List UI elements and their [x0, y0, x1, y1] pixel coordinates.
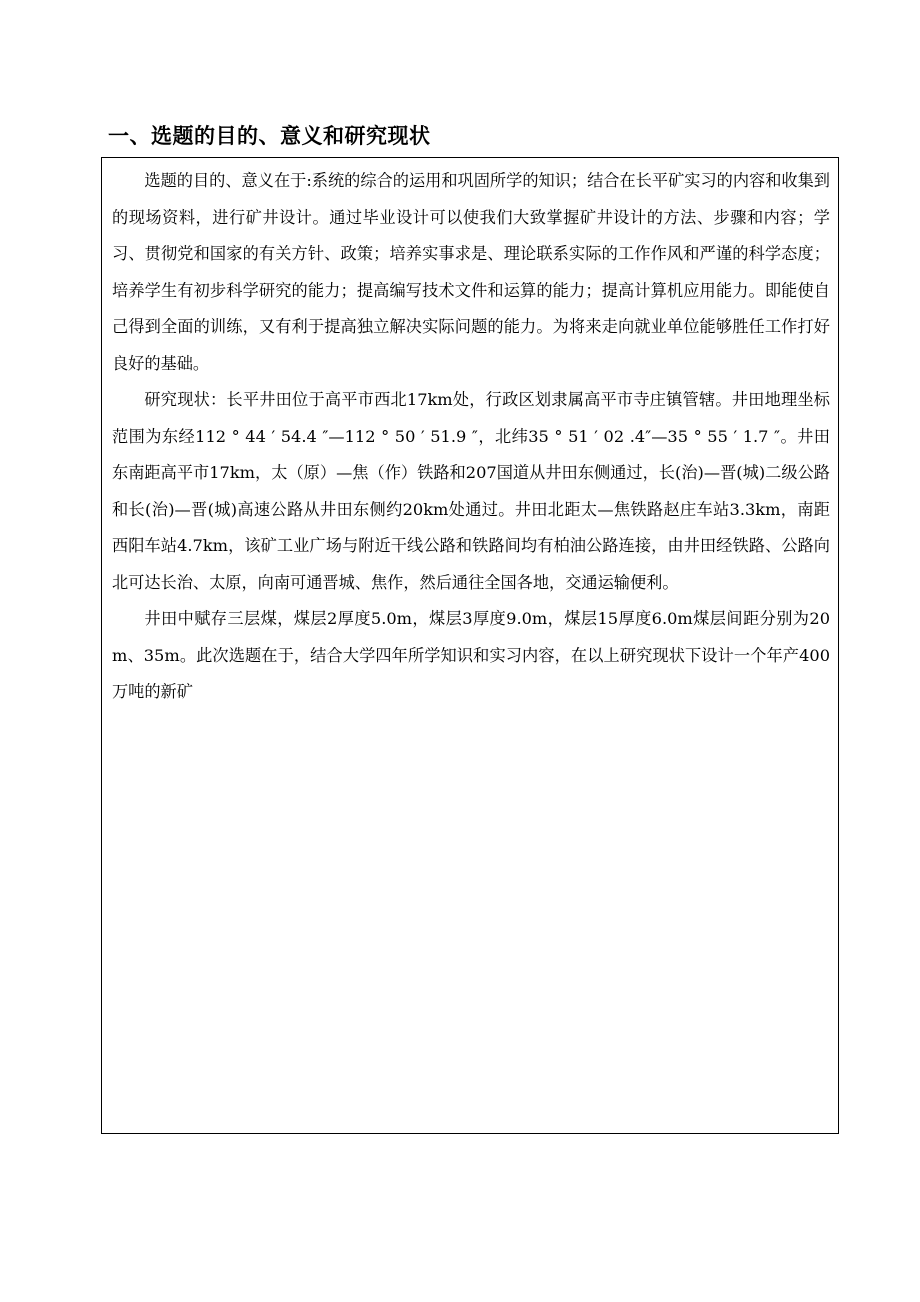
paragraph-purpose: 选题的目的、意义在于:系统的综合的运用和巩固所学的知识；结合在长平矿实习的内容和收集到的现场资料，进行矿井设计。通过毕业设计可以使我们大致掌握矿井设计的方法、步骤和内容；学习、贯彻党和国家的有关方针、政策；培养实事求是、理论联系实际的工作作风和严谨的科学态度；培养学生有初步科学研究的能力；提高编写技术文件和运算的能力；提高计算机应用能力。即能使自己得到全面的训练，又有利于提高独立解决实际问题的能力。为将来走向就业单位能够胜任工作打好良好的基础。: [112, 171, 830, 373]
content-box: [101, 157, 839, 1134]
paragraph-coal-seams: 井田中赋存三层煤，煤层2厚度5.0m，煤层3厚度9.0m，煤层15厚度6.0m煤层间距分别为20m、35m。此次选题在于，结合大学四年所学知识和实习内容，在以上研究现状下设计一个年产400万吨的新矿: [112, 609, 830, 701]
paragraph-research-status: 研究现状：长平井田位于高平市西北17km处，行政区划隶属高平市寺庄镇管辖。井田地理坐标范围为东经112 ° 44 ′ 54.4 ″—112 ° 50 ′ 51.9 ″，北纬35 ° 51 ′ 02 .4″—35 ° 55 ′ 1.7 ″。井田东南距高平市17km，太（原）—焦（作）铁路和207国道从井田东侧通过，长(治)—晋(城)二级公路和长(治)—晋(城)高速公路从井田东侧约20km处通过。井田北距太—焦铁路赵庄车站3.3km，南距西阳车站4.7km，该矿工业广场与附近干线公路和铁路间均有柏油公路连接，由井田经铁路、公路向北可达长治、太原，向南可通晋城、焦作，然后通往全国各地，交通运输便利。: [112, 390, 830, 592]
section-heading: 一、选题的目的、意义和研究现状: [108, 124, 431, 148]
